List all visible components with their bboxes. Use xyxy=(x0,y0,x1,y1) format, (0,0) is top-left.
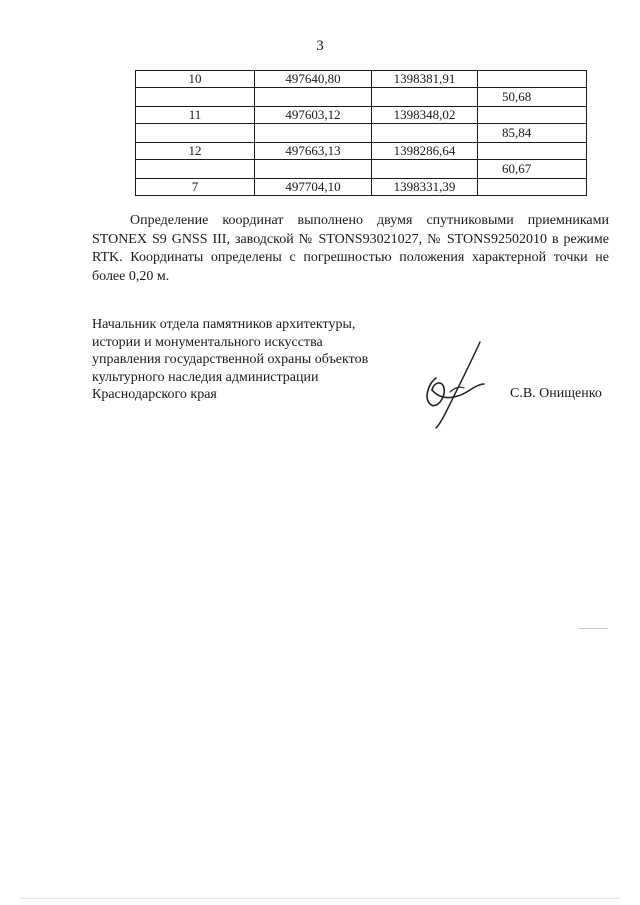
coordinates-method-paragraph: Определение координат выполнено двумя спутниковыми приемниками STONEX S9 GNSS III, заводской № STONS93021027, № STONS92502010 в режиме RTK. Координаты определены с погрешностью положения характерной точки не более 0,20 м. xyxy=(92,213,609,284)
y-coordinate-cell: 1398381,91 xyxy=(372,71,478,88)
distance-cell xyxy=(478,71,587,88)
distance-cell xyxy=(478,107,587,124)
x-coordinate-cell: 497704,10 xyxy=(255,179,372,196)
table-row xyxy=(136,88,587,107)
y-coordinate-cell: 1398331,39 xyxy=(372,179,478,196)
x-coordinate-cell: 497603,12 xyxy=(255,107,372,124)
point-number-cell: 12 xyxy=(136,143,255,160)
point-number-cell: 11 xyxy=(136,107,255,124)
signer-position-line: Начальник отдела памятников архитектуры, xyxy=(92,317,356,332)
table-row xyxy=(136,143,587,160)
distance-cell xyxy=(478,179,587,196)
point-number-cell xyxy=(136,124,255,143)
page-number: 3 xyxy=(316,38,324,54)
point-number-cell: 10 xyxy=(136,71,255,88)
handwritten-signature xyxy=(406,340,496,430)
table-row xyxy=(136,160,587,179)
table-row xyxy=(136,124,587,143)
y-coordinate-cell: 1398348,02 xyxy=(372,107,478,124)
signer-position xyxy=(92,316,412,404)
distance-cell xyxy=(478,143,587,160)
x-coordinate-cell xyxy=(255,160,372,179)
x-coordinate-cell xyxy=(255,124,372,143)
y-coordinate-cell xyxy=(372,124,478,143)
distance-cell: 85,84 xyxy=(478,124,587,143)
signer-position-line: Краснодарского края xyxy=(92,387,217,402)
signer-position-line: культурного наследия администрации xyxy=(92,369,319,385)
y-coordinate-cell: 1398286,64 xyxy=(372,143,478,160)
distance-cell: 50,68 xyxy=(478,88,587,107)
y-coordinate-cell xyxy=(372,88,478,107)
y-coordinate-cell xyxy=(372,160,478,179)
x-coordinate-cell: 497663,13 xyxy=(255,143,372,160)
point-number-cell xyxy=(136,160,255,179)
point-number-cell: 7 xyxy=(136,179,255,196)
point-number-cell xyxy=(136,88,255,107)
table-row xyxy=(136,179,587,196)
table-row xyxy=(136,107,587,124)
signer-position-line: управления государственной охраны объектов xyxy=(92,352,369,367)
signer-name: С.В. Онищенко xyxy=(510,386,602,401)
scan-speck xyxy=(20,898,620,899)
scan-speck xyxy=(578,628,608,629)
table-row xyxy=(136,71,587,88)
coordinates-table xyxy=(135,70,587,196)
x-coordinate-cell xyxy=(255,88,372,107)
signer-position-line: истории и монументального искусства xyxy=(92,334,323,350)
x-coordinate-cell: 497640,80 xyxy=(255,71,372,88)
distance-cell: 60,67 xyxy=(478,160,587,179)
